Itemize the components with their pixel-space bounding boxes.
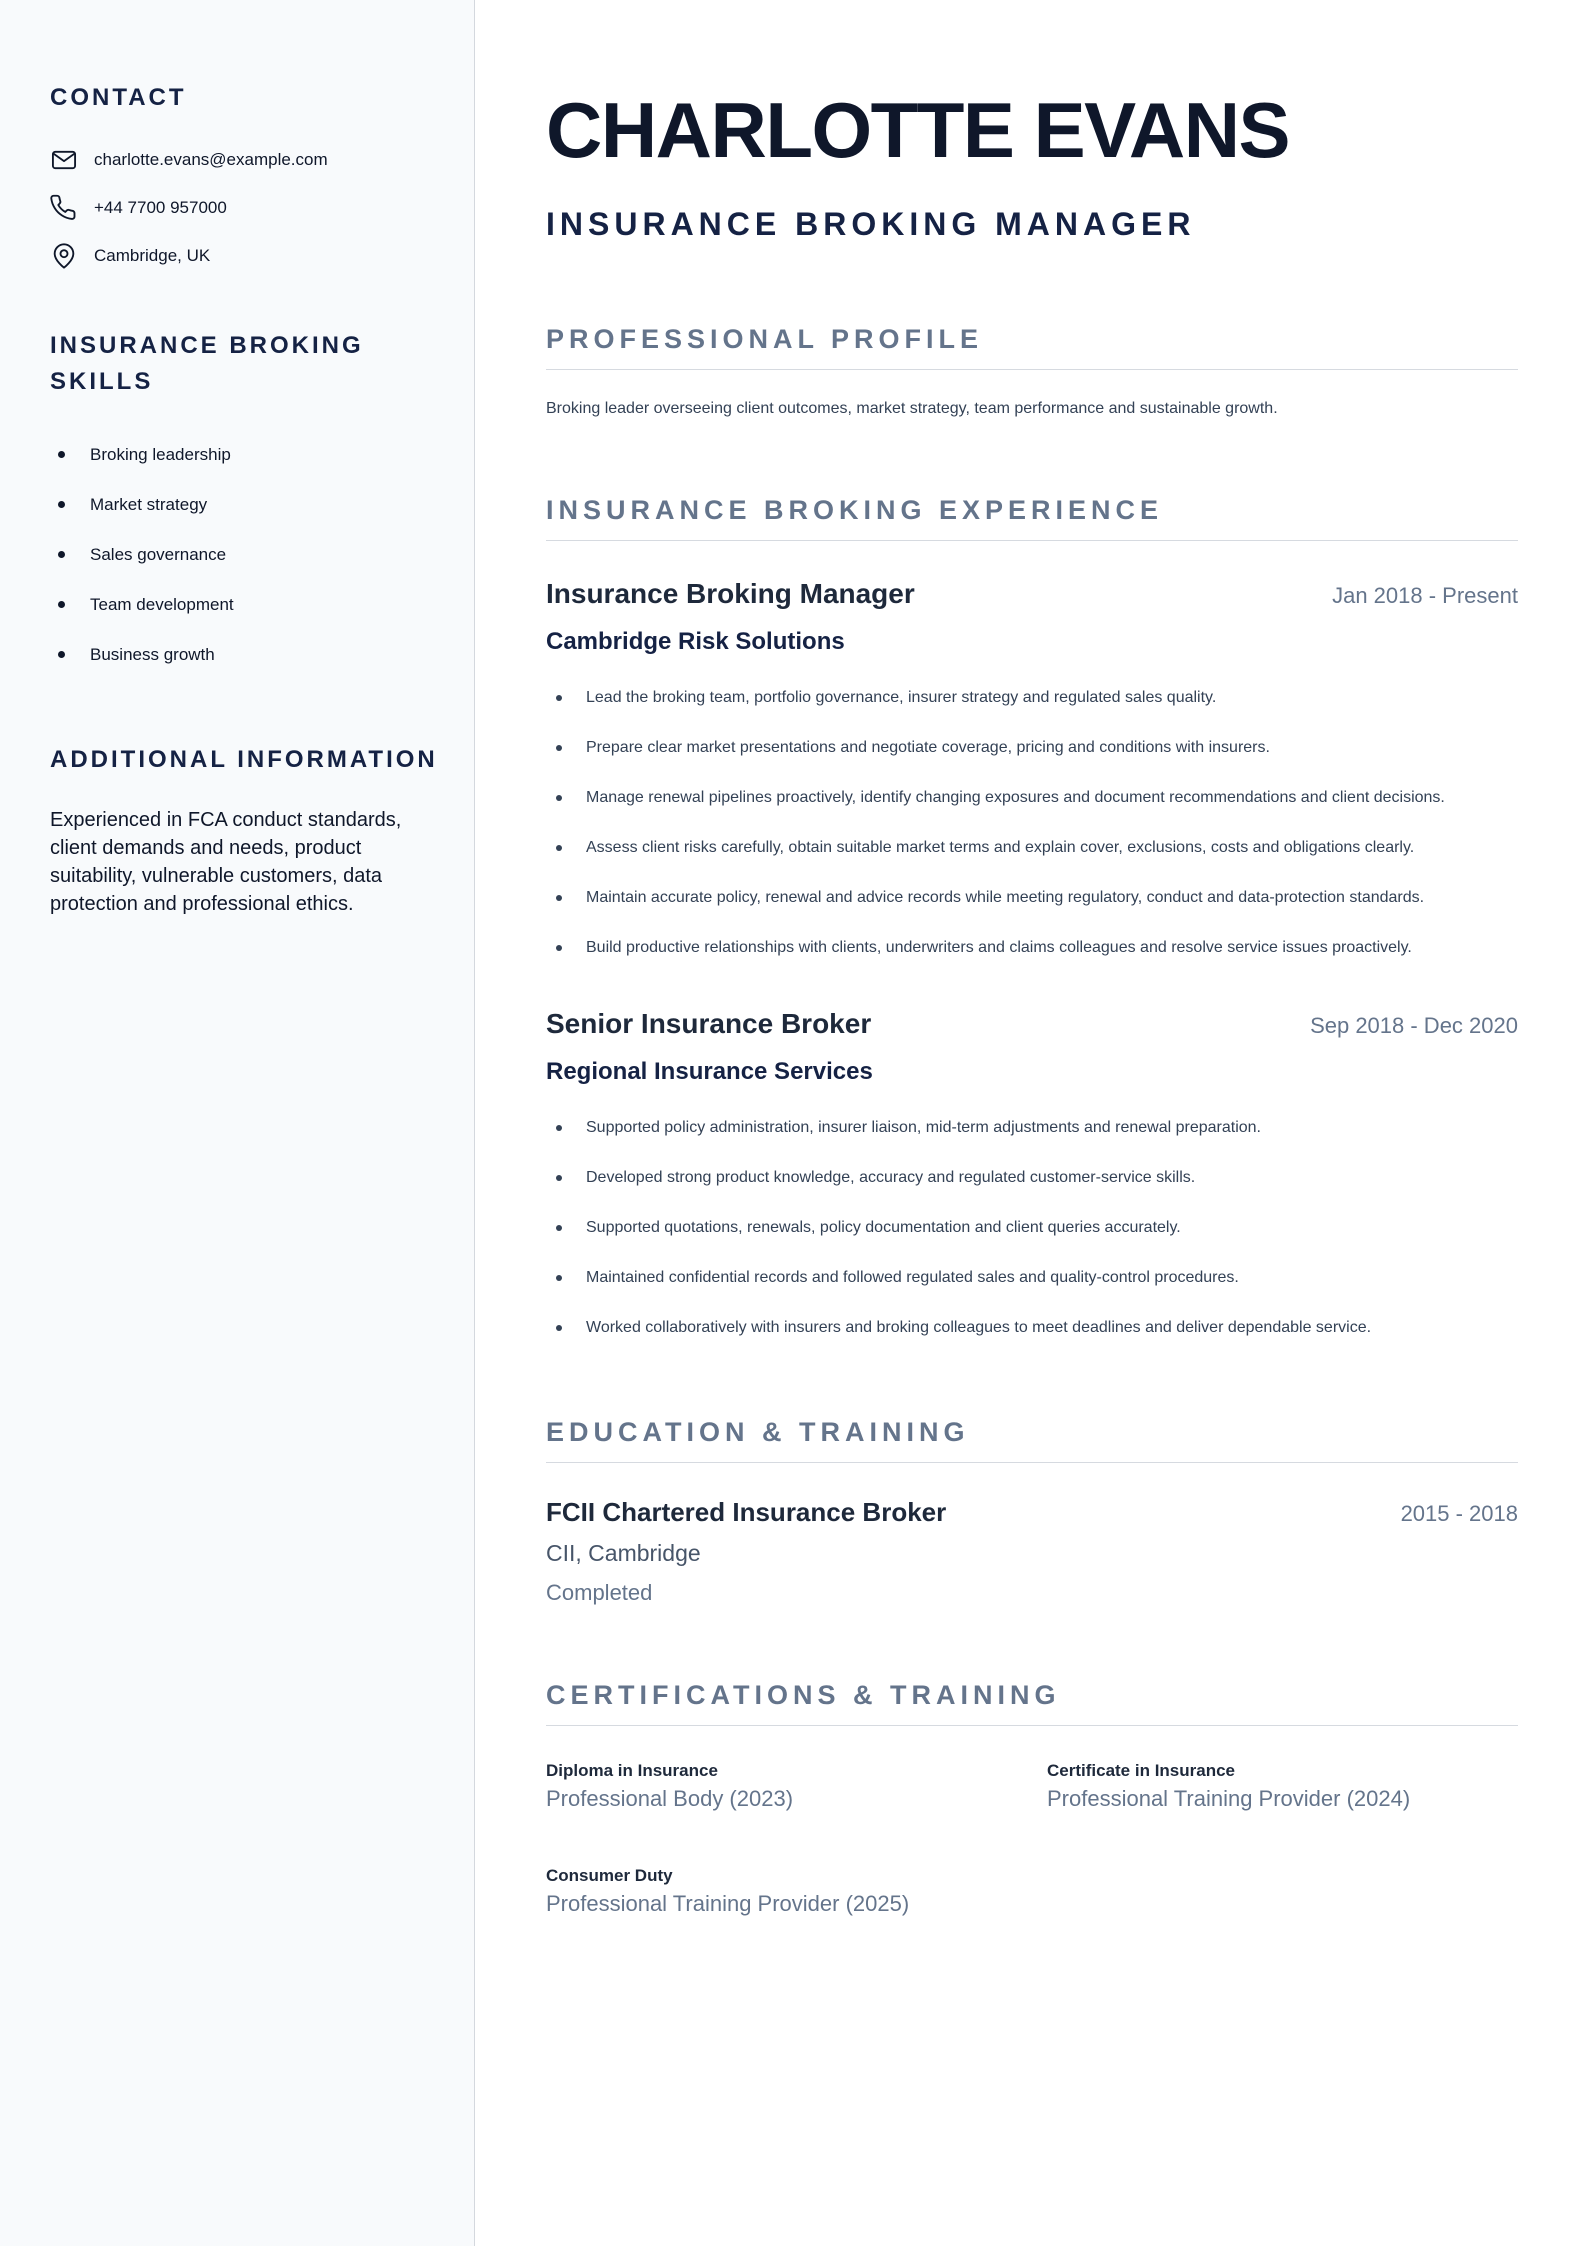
list-item <box>546 823 1518 873</box>
job-role: Insurance Broking Manager <box>546 578 915 609</box>
contact-location <box>50 241 210 271</box>
job-header <box>546 1008 1518 1040</box>
bullet-text: Build productive relationships with clients, underwriters and claims colleagues and resolve service issues proactively. <box>586 939 1412 956</box>
education-heading: EDUCATION & TRAINING <box>546 1417 1518 1463</box>
certifications-heading: CERTIFICATIONS & TRAINING <box>546 1680 1518 1726</box>
certification-name: Consumer Duty <box>546 1866 673 1885</box>
job-company: Cambridge Risk Solutions <box>546 628 845 655</box>
list-item <box>546 773 1518 823</box>
list-item <box>546 1203 1518 1253</box>
list-item <box>546 673 1518 723</box>
bullet-dot <box>58 551 65 558</box>
bullet-text: Prepare clear market presentations and negotiate coverage, pricing and conditions with insurers. <box>586 739 1270 756</box>
bullet-text: Manage renewal pipelines proactively, identify changing exposures and document recommendations and client decisions. <box>586 789 1445 806</box>
bullet-text: Assess client risks carefully, obtain suitable market terms and explain cover, exclusions, costs and obligations clearly. <box>586 839 1415 856</box>
list-item <box>546 1153 1518 1203</box>
certification-item <box>1047 1760 1507 1814</box>
skill-item <box>50 480 234 530</box>
candidate-name: CHARLOTTE EVANS <box>546 86 1290 174</box>
list-item <box>546 923 1518 973</box>
skills-list <box>50 430 234 680</box>
job-bullets <box>546 673 1518 973</box>
location-pin-icon <box>50 242 78 270</box>
candidate-title: INSURANCE BROKING MANAGER <box>546 206 1196 242</box>
additional-info-heading: ADDITIONAL INFORMATION <box>50 746 438 773</box>
bullet-dot <box>58 651 65 658</box>
certification-item <box>546 1865 1006 1919</box>
bullet-dot <box>58 451 65 458</box>
profile-heading: PROFESSIONAL PROFILE <box>546 324 1518 370</box>
skill-item <box>50 430 234 480</box>
bullet-dot <box>556 795 562 801</box>
contact-email[interactable] <box>50 145 328 175</box>
job-dates: Sep 2018 - Dec 2020 <box>1310 1013 1518 1038</box>
bullet-dot <box>556 895 562 901</box>
bullet-dot <box>58 601 65 608</box>
education-dates: 2015 - 2018 <box>1400 1501 1518 1526</box>
bullet-dot <box>556 945 562 951</box>
skill-text: Team development <box>90 595 234 614</box>
bullet-text: Supported policy administration, insurer liaison, mid-term adjustments and renewal preparation. <box>586 1119 1261 1136</box>
qualification-name: FCII Chartered Insurance Broker <box>546 1497 947 1527</box>
bullet-text: Maintained confidential records and followed regulated sales and quality-control procedures. <box>586 1269 1239 1286</box>
list-item <box>546 1253 1518 1303</box>
email-text: charlotte.evans@example.com <box>94 150 328 169</box>
contact-heading: CONTACT <box>50 84 187 111</box>
certification-item <box>546 1760 1006 1814</box>
certification-org: Professional Body (2023) <box>546 1786 794 1811</box>
profile-text: Broking leader overseeing client outcomes, market strategy, team performance and sustainable growth. <box>546 400 1278 417</box>
bullet-dot <box>556 1175 562 1181</box>
mail-icon <box>50 146 78 174</box>
bullet-text: Developed strong product knowledge, accuracy and regulated customer-service skills. <box>586 1169 1196 1186</box>
bullet-dot <box>556 845 562 851</box>
skill-item <box>50 580 234 630</box>
location-text: Cambridge, UK <box>94 246 211 265</box>
bullet-dot <box>58 501 65 508</box>
bullet-dot <box>556 745 562 751</box>
job-company: Regional Insurance Services <box>546 1058 873 1085</box>
bullet-text: Lead the broking team, portfolio governance, insurer strategy and regulated sales quality. <box>586 689 1217 706</box>
phone-text: +44 7700 957000 <box>94 198 227 217</box>
experience-heading: INSURANCE BROKING EXPERIENCE <box>546 495 1518 541</box>
bullet-dot <box>556 1325 562 1331</box>
job-header <box>546 578 1518 610</box>
certification-org: Professional Training Provider (2024) <box>1047 1786 1411 1811</box>
education-header <box>546 1497 1518 1528</box>
education-status: Completed <box>546 1580 653 1605</box>
skill-item <box>50 630 234 680</box>
bullet-dot <box>556 695 562 701</box>
list-item <box>546 1303 1518 1353</box>
list-item <box>546 1103 1518 1153</box>
skill-item <box>50 530 234 580</box>
bullet-dot <box>556 1225 562 1231</box>
bullet-dot <box>556 1275 562 1281</box>
list-item <box>546 723 1518 773</box>
bullet-text: Supported quotations, renewals, policy documentation and client queries accurately. <box>586 1219 1181 1236</box>
certification-name: Certificate in Insurance <box>1047 1761 1236 1780</box>
certification-org: Professional Training Provider (2025) <box>546 1891 910 1916</box>
job-role: Senior Insurance Broker <box>546 1008 872 1039</box>
job-bullets <box>546 1103 1518 1353</box>
skill-text: Market strategy <box>90 495 208 514</box>
skill-text: Business growth <box>90 645 215 664</box>
skill-text: Sales governance <box>90 545 227 564</box>
phone-icon <box>50 194 78 222</box>
bullet-text: Worked collaboratively with insurers and broking colleagues to meet deadlines and deliver dependable service. <box>586 1319 1372 1336</box>
certification-name: Diploma in Insurance <box>546 1761 718 1780</box>
bullet-dot <box>556 1125 562 1131</box>
list-item <box>546 873 1518 923</box>
additional-info-text: Experienced in FCA conduct standards, client demands and needs, product suitability, vulnerable customers, data protection and professional ethics. <box>50 809 402 915</box>
contact-phone[interactable] <box>50 193 227 223</box>
job-dates: Jan 2018 - Present <box>1332 583 1518 608</box>
education-institution: CII, Cambridge <box>546 1540 701 1566</box>
skill-text: Broking leadership <box>90 445 231 464</box>
skills-heading: INSURANCE BROKING SKILLS <box>50 332 364 395</box>
sidebar <box>0 0 475 2246</box>
bullet-text: Maintain accurate policy, renewal and advice records while meeting regulatory, conduct and data-protection standards. <box>586 889 1425 906</box>
